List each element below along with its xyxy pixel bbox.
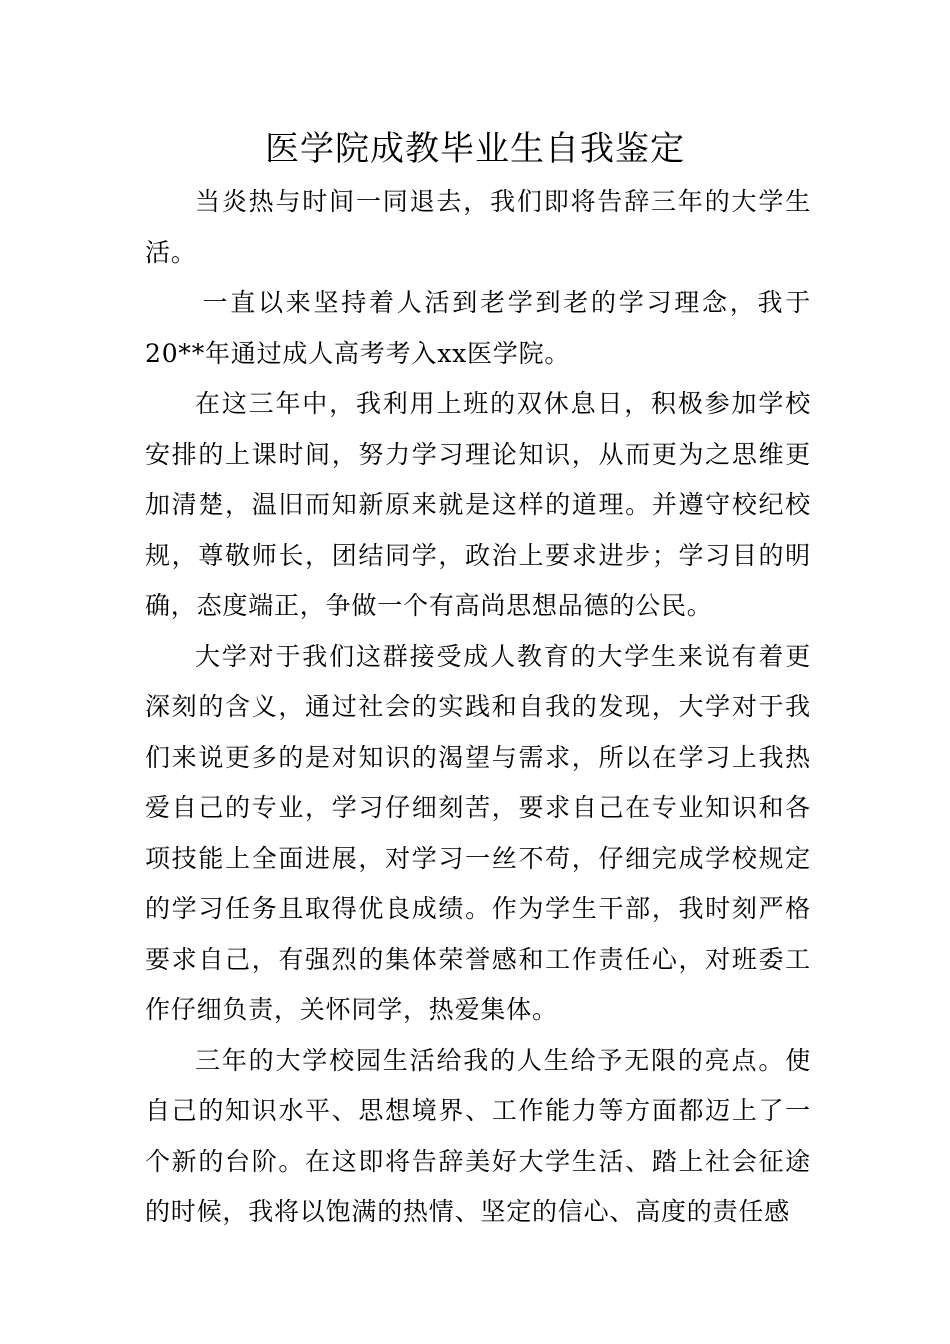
paragraph: 大学对于我们这群接受成人教育的大学生来说有着更深刻的含义，通过社会的实践和自我的发现，大学对于我们来说更多的是对知识的渴望与需求，所以在学习上我热爱自己的专业，学习仔细刻苦，要求自己在专业知识和各项技能上全面进展，对学习一丝不苟，仔细完成学校规定的学习任务且取得优良成绩。作为学生干部，我时刻严格要求自己，有强烈的集体荣誉感和工作责任心，对班委工作仔细负责，关怀同学，热爱集体。 [145,641,811,1024]
paragraph: 当炎热与时间一同退去，我们即将告辞三年的大学生活。 [145,187,811,267]
paragraph: 在这三年中，我利用上班的双休息日，积极参加学校安排的上课时间，努力学习理论知识，从而更为之思维更加清楚，温旧而知新原来就是这样的道理。并遵守校纪校规，尊敬师长，团结同学，政治上要求进步；学习目的明确，态度端正，争做一个有高尚思想品德的公民。 [145,389,811,620]
paragraph: 一直以来坚持着人活到老学到老的学习理念，我于20**年通过成人高考考入xx医学院。 [145,288,811,368]
paragraph: 三年的大学校园生活给我的人生给予无限的亮点。使自己的知识水平、思想境界、工作能力等方面都迈上了一个新的台阶。在这即将告辞美好大学生活、踏上社会征途的时候，我将以饱满的热情、坚定的信心、高度的责任感 [145,1045,811,1226]
document-body [145,177,811,1238]
document-title: 医学院成教毕业生自我鉴定 [265,129,685,169]
